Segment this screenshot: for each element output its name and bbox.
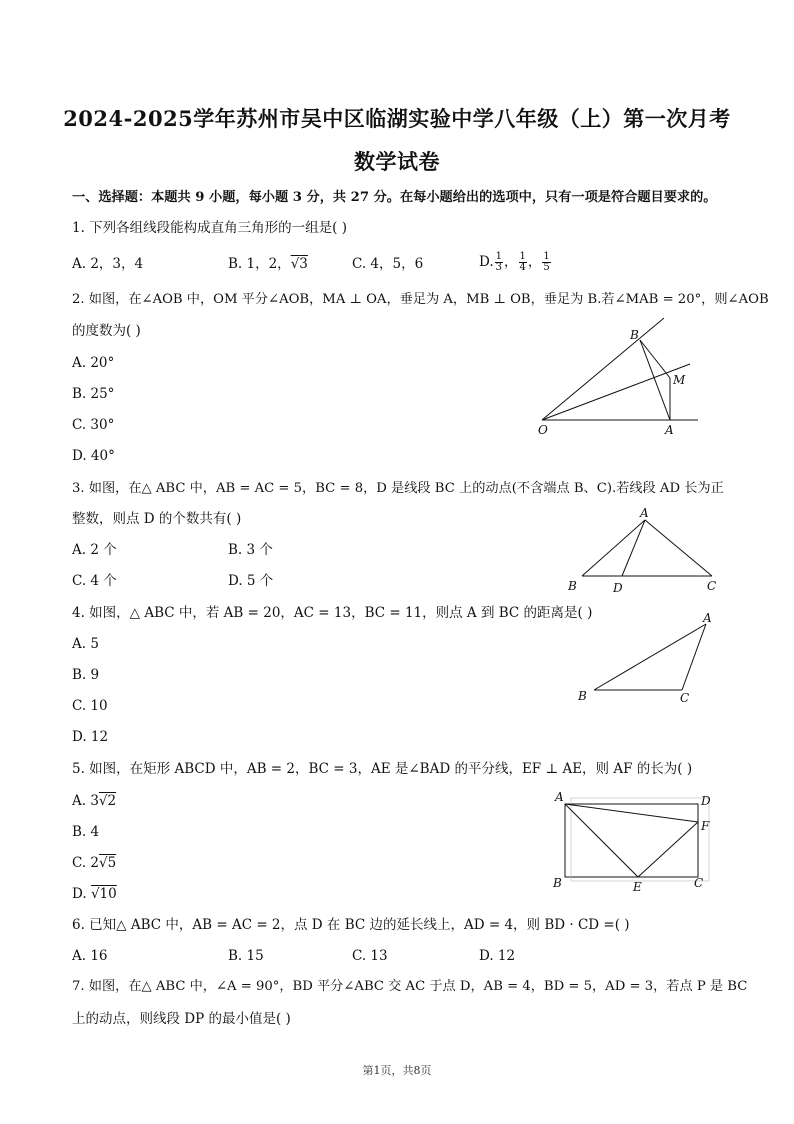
q6-option-c: C. 13	[352, 948, 388, 964]
page-footer: 第1页，共8页	[362, 1064, 432, 1077]
q3-label-a: A	[640, 506, 649, 520]
q5-label-b: B	[553, 876, 562, 890]
q4-option-a: A. 5	[72, 636, 99, 652]
q5-figure	[550, 788, 720, 898]
q7-stem-line2: 上的动点，则线段 DP 的最小值是( )	[72, 1011, 291, 1027]
q1-option-b: B. 1，2，√3	[228, 256, 308, 272]
q3-label-d: D	[613, 581, 623, 595]
q5-option-a: A. 3√2	[72, 793, 117, 809]
q4-option-b: B. 9	[72, 667, 100, 683]
q2-label-m: M	[673, 373, 686, 387]
q5-stem: 5. 如图，在矩形 ABCD 中，AB = 2，BC = 3，AE 是∠BAD 的平分线，EF ⊥ AE，则 AF 的长为( )	[72, 761, 693, 777]
q3-label-b: B	[568, 579, 577, 593]
exam-title-line2: 数学试卷	[354, 149, 440, 174]
section-heading-choice: 一、选择题：本题共 9 小题，每小题 3 分，共 27 分。在每小题给出的选项中，只有一项是符合题目要求的。	[72, 190, 717, 205]
q2-stem-line2: 的度数为( )	[72, 323, 141, 339]
q5-label-f: F	[701, 819, 710, 833]
q3-stem-line2: 整数，则点 D 的个数共有( )	[72, 511, 242, 527]
q2-figure	[530, 312, 710, 442]
q3-label-c: C	[707, 579, 717, 593]
q1-stem: 1. 下列各组线段能构成直角三角形的一组是( )	[72, 220, 347, 236]
q5-option-b: B. 4	[72, 824, 100, 840]
q2-label-o: O	[538, 423, 548, 437]
sqrt-symbol: √10	[90, 886, 117, 902]
q4-stem: 4. 如图，△ ABC 中，若 AB = 20，AC = 13，BC = 11，则点 A 到 BC 的距离是( )	[72, 605, 593, 621]
q6-option-b: B. 15	[228, 948, 264, 964]
q4-figure	[570, 610, 720, 705]
q2-option-a: A. 20°	[72, 355, 115, 371]
q2-option-d: D. 40°	[72, 448, 115, 464]
q3-figure	[560, 506, 730, 598]
q4-option-c: C. 10	[72, 698, 108, 714]
fraction: $\frac{1}{5}$	[543, 251, 550, 273]
q6-stem: 6. 已知△ ABC 中，AB = AC = 2，点 D 在 BC 边的延长线上，AD = 4，则 BD · CD =( )	[72, 917, 630, 933]
fraction: $\frac{1}{3}$	[495, 251, 503, 273]
q5-label-d: D	[701, 794, 711, 808]
sqrt-symbol: √2	[98, 793, 117, 809]
q5-option-d: D. √10	[72, 886, 117, 902]
q2-label-b: B	[630, 328, 639, 342]
q3-stem-line1: 3. 如图，在△ ABC 中，AB = AC = 5，BC = 8，D 是线段 BC 上的动点(不含端点 B、C).若线段 AD 长为正	[72, 481, 724, 496]
q1-option-c: C. 4，5，6	[352, 256, 424, 272]
fraction: $\frac{1}{4}$	[519, 251, 526, 273]
q5-label-a: A	[555, 790, 564, 804]
q4-label-b: B	[578, 689, 587, 703]
q7-stem-line1: 7. 如图，在△ ABC 中，∠A = 90°，BD 平分∠ABC 交 AC 于点 D，AB = 4，BD = 5，AD = 3，若点 P 是 BC	[72, 979, 748, 994]
q6-option-d: D. 12	[479, 948, 516, 964]
q2-stem-line1: 2. 如图，在∠AOB 中，OM 平分∠AOB，MA ⊥ OA，垂足为 A，MB ⊥ OB，垂足为 B.若∠MAB = 20°，则∠AOB	[72, 292, 769, 307]
q6-option-a: A. 16	[72, 948, 108, 964]
q3-option-c: C. 4 个	[72, 573, 117, 589]
sqrt-symbol: √3	[290, 256, 308, 272]
q3-option-b: B. 3 个	[228, 542, 273, 558]
q3-option-a: A. 2 个	[72, 542, 117, 558]
q2-label-a: A	[665, 423, 674, 437]
q1-option-a: A. 2，3，4	[72, 256, 144, 272]
q5-label-e: E	[633, 880, 642, 894]
q5-label-c: C	[694, 876, 704, 890]
q5-option-c: C. 2√5	[72, 855, 117, 871]
q2-option-b: B. 25°	[72, 386, 115, 402]
sqrt-symbol: √5	[99, 855, 117, 871]
exam-title-line1: 2024-2025学年苏州市吴中区临湖实验中学八年级（上）第一次月考	[63, 106, 731, 131]
q1-option-d: D. $\frac{1}{3}$ ， $\frac{1}{4}$ ， $\frac{1}{5}$	[479, 251, 550, 273]
q4-option-d: D. 12	[72, 729, 109, 745]
q4-label-a: A	[703, 611, 712, 625]
q4-label-c: C	[680, 691, 690, 705]
q3-option-d: D. 5 个	[228, 573, 274, 589]
q2-option-c: C. 30°	[72, 417, 115, 433]
